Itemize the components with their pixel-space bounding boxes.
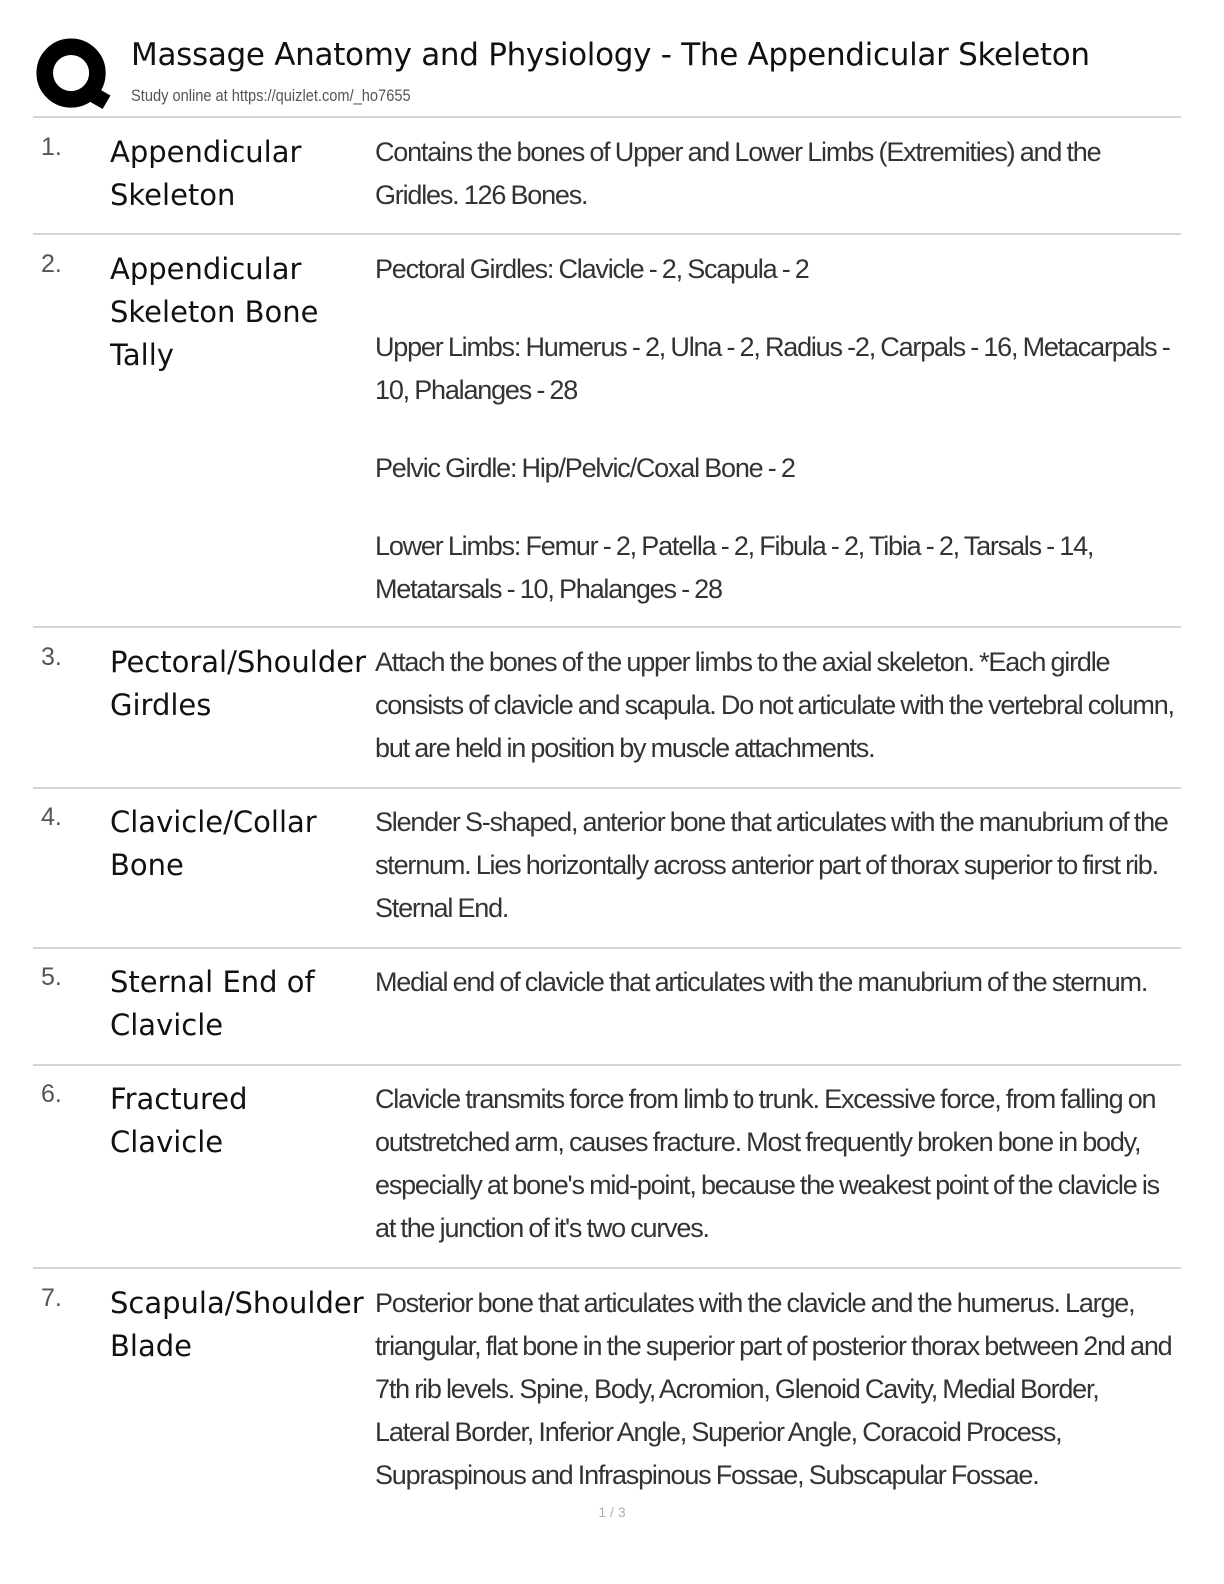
card-term: Fractured Clavicle [110, 1082, 248, 1159]
card-number: 4. [41, 803, 62, 831]
card-number: 1. [41, 133, 62, 161]
card-term: Scapula/Shoulder Blade [110, 1286, 364, 1363]
divider [33, 787, 1181, 789]
card-term: Sternal End of Clavicle [110, 965, 315, 1042]
page-header [30, 30, 1190, 118]
card-term: Appendicular Skeleton Bone Tally [110, 252, 319, 372]
definition-text: Attach the bones of the upper limbs to the axial skeleton. *Each girdle consists of clavicle and scapula. Do not articulate with the vertebral column, but are held in position by muscle attachments. [375, 647, 1174, 763]
card-number: 3. [41, 643, 62, 671]
definition-text: Pectoral Girdles: Clavicle - 2, Scapula - 2 [375, 254, 809, 284]
card-definition [375, 248, 1175, 611]
definition-text: Medial end of clavicle that articulates with the manubrium of the sternum. [375, 967, 1148, 997]
divider [33, 1267, 1181, 1269]
card-term: Pectoral/Shoulder Girdles [110, 645, 367, 722]
definition-text: Contains the bones of Upper and Lower Limbs (Extremities) and the Gridles. 126 Bones. [375, 137, 1101, 210]
card-definition [375, 1282, 1175, 1497]
study-online-link[interactable]: Study online at https://quizlet.com/_ho7655 [131, 86, 411, 105]
divider [33, 1064, 1181, 1066]
divider [33, 233, 1181, 235]
card-number: 6. [41, 1080, 62, 1108]
definition-text: Lower Limbs: Femur - 2, Patella - 2, Fibula - 2, Tibia - 2, Tarsals - 14, Metatarsals - 10, Phalanges - 28 [375, 531, 1094, 604]
definition-text: Pelvic Girdle: Hip/Pelvic/Coxal Bone - 2 [375, 453, 795, 483]
page-title: Massage Anatomy and Physiology - The Appendicular Skeleton [131, 37, 1090, 73]
card-definition [375, 961, 1175, 1004]
quizlet-logo-icon [34, 36, 112, 114]
page-number: 1 / 3 [598, 1504, 626, 1520]
definition-text: Clavicle transmits force from limb to trunk. Excessive force, from falling on outstretched arm, causes fracture. Most frequently broken bone in body, especially at bone's mid-point, because the weakest point of the clavicle is at the junction of it's two curves. [375, 1084, 1159, 1243]
divider [33, 947, 1181, 949]
card-number: 2. [41, 250, 62, 278]
card-term: Clavicle/Collar Bone [110, 805, 317, 882]
card-term: Appendicular Skeleton [110, 135, 302, 212]
card-definition [375, 801, 1175, 930]
definition-text: Slender S-shaped, anterior bone that articulates with the manubrium of the sternum. Lies horizontally across anterior part of thorax superior to first rib. Sternal End. [375, 807, 1168, 923]
card-number: 7. [41, 1284, 62, 1312]
definition-text: Posterior bone that articulates with the clavicle and the humerus. Large, triangular, flat bone in the superior part of posterior thorax between 2nd and 7th rib levels. Spine, Body, Acromion, Glenoid Cavity, Medial Border, Lateral Border, Inferior Angle, Superior Angle, Coracoid Process, Supraspinous and Infraspinous Fossae, Subscapular Fossae. [375, 1288, 1172, 1490]
card-definition [375, 641, 1175, 770]
divider [33, 626, 1181, 628]
card-number: 5. [41, 963, 62, 991]
definition-text: Upper Limbs: Humerus - 2, Ulna - 2, Radius -2, Carpals - 16, Metacarpals - 10, Phalanges - 28 [375, 332, 1170, 405]
card-definition [375, 131, 1175, 217]
divider [33, 116, 1181, 118]
card-definition [375, 1078, 1175, 1250]
